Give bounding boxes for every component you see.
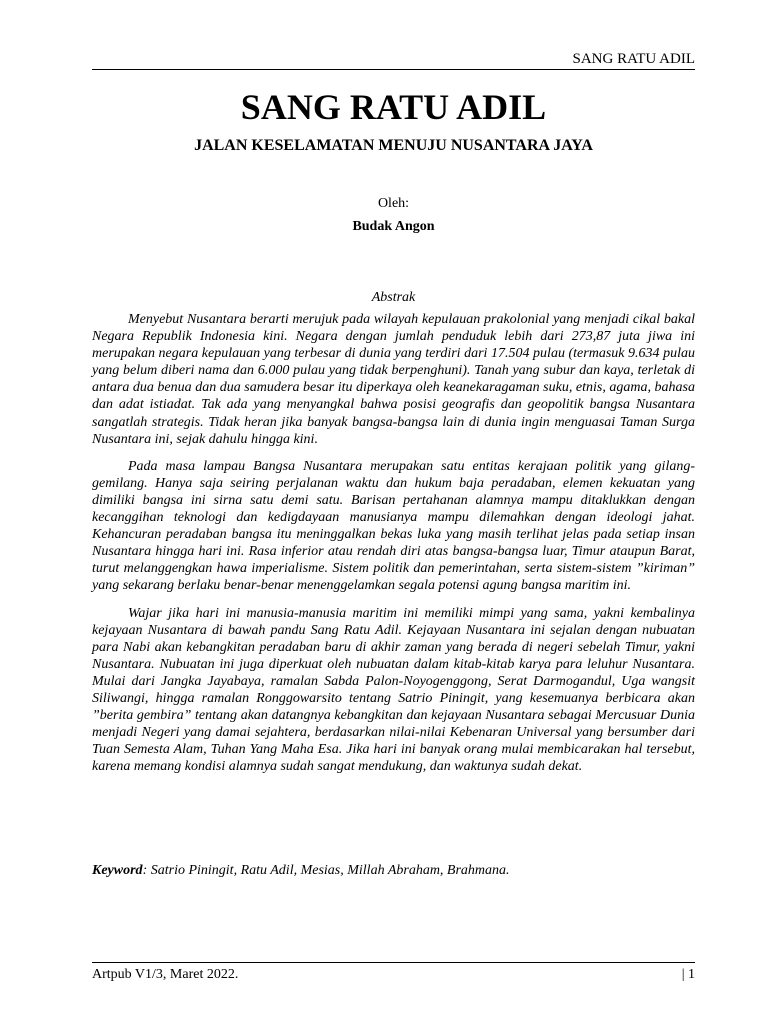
byline-label: Oleh: — [377, 196, 410, 211]
page-number: | 1 — [681, 967, 695, 982]
abstract-paragraph-1: Menyebut Nusantara berarti merujuk pada wilayah kepulauan prakolonial yang menjadi cikal bakal Negara Republik Indonesia kini. Negara dengan jumlah penduduk lebih dari 273,87 juta jiwa ini merupakan negara kepulauan yang terbesar di dunia yang terdiri dari 17.504 pulau (termasuk 9.634 pulau yang belum diberi nama dan 6.000 pulau yang tidak berpenghuni). Tanah yang subur dan kaya, terletak di antara dua benua dan dua samudera besar itu diperkaya oleh keanekaragaman suku, etnis, agama, bahasa dan adat istiadat. Tak ada yang menyangkal bahwa posisi geografis dan geopolitik bangsa Nusantara sangatlah strategis. Tidak heran jika banyak bangsa-bangsa lain di dunia ingin menguasai Taman Surga Nusantara ini, sejak dahulu hingga kini. — [92, 312, 695, 447]
abstract-paragraph-3: Wajar jika hari ini manusia-manusia maritim ini memiliki mimpi yang sama, yakni kembalinya kejayaan Nusantara di bawah pandu Sang Ratu Adil. Kejayaan Nusantara ini sejalan dengan nubuatan para Nabi akan kebangkitan peradaban baru di akhir zaman yang berada di negeri sebelah Timur, yakni Nusantara. Nubuatan ini juga diperkuat oleh nubuatan dalam kitab-kitab karya para leluhur Nusantara. Mulai dari Jangka Jayabaya, ramalan Sabda Palon-Noyogenggong, Serat Darmogandul, Uga wangsit Siliwangi, hingga ramalan Ronggowarsito tentang Satrio Piningit, yang kesemuanya berbicara akan ”berita gembira” tentang akan datangnya kebangkitan dan kejayaan Nusantara sebagai Mercusuar Dunia menjadi Negeri yang damai sejahtera, berdasarkan nilai-nilai Kebenaran Universal yang bersumber dari Tuan Semesta Alam, Tuhan Yang Maha Esa. Jika hari ini banyak orang mulai membicarakan hal tersebut, karena memang kondisi alamnya sudah sangat mendukung, dan waktunya sudah dekat. — [92, 605, 695, 775]
abstract-heading: Abstrak — [371, 290, 416, 305]
author-name: Budak Angon — [352, 219, 435, 234]
footer-journal: Artpub V1/3, Maret 2022. — [92, 967, 239, 982]
page-footer — [92, 966, 695, 983]
keywords-label: Keyword — [92, 863, 143, 878]
abstract-body — [92, 311, 695, 785]
paper-title: SANG RATU ADIL — [240, 87, 547, 127]
paper-subtitle: JALAN KESELAMATAN MENUJU NUSANTARA JAYA — [194, 137, 593, 154]
abstract-paragraph-2: Pada masa lampau Bangsa Nusantara merupakan satu entitas kerajaan politik yang gilang-gemilang. Hanya saja seiring perjalanan waktu dan hukum baja peradaban, elemen kekuatan yang dimiliki bangsa ini sirna satu demi satu. Barisan pertahanan alamnya mampu ditaklukkan dengan kecanggihan teknologi dan kedigdayaan manusianya mampu dilemahkan dengan ideologi jahat. Kehancuran peradaban bangsa itu meninggalkan bekas luka yang masih terlihat jelas pada setiap insan Nusantara hingga hari ini. Rasa inferior atau rendah diri atas bangsa-bangsa luar, Timur ataupun Barat, turut melanggengkan hawa imperialisme. Sistem politik dan pemerintahan, serta sistem-sistem ”kiriman” yang sekarang berlaku benar-benar menenggelamkan segala potensi agung bangsa maritim ini. — [92, 458, 695, 594]
footer-rule — [92, 962, 695, 963]
keywords-line — [92, 862, 695, 879]
running-header: SANG RATU ADIL — [572, 51, 695, 67]
keywords-text: : Satrio Piningit, Ratu Adil, Mesias, Millah Abraham, Brahmana. — [142, 863, 510, 878]
header-rule — [92, 69, 695, 70]
